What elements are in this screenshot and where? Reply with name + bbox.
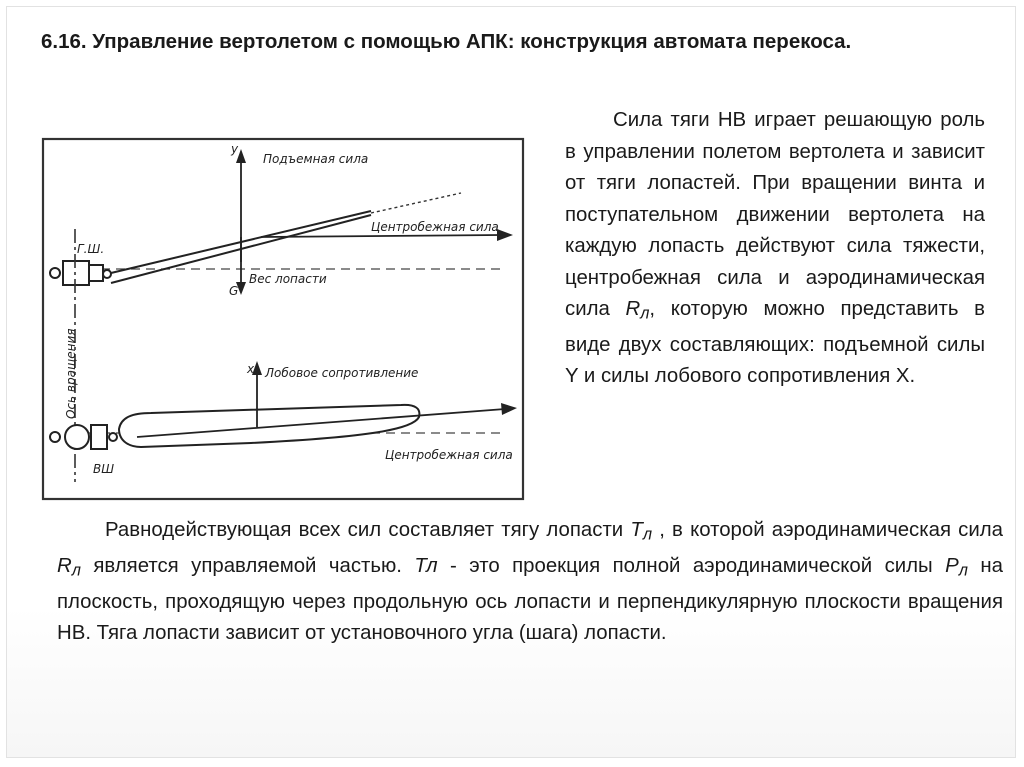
body-text-T-sub: л (642, 525, 653, 544)
body-text-P-sub: л (958, 561, 968, 579)
hub-disc-lower (65, 425, 89, 449)
hub-pin (50, 268, 60, 278)
body-text-part5: на плоскость, проходящую через продольную ось лопасти и перпендикулярную плоскости вращения НВ. Тяга лопасти зависит от установочного угла (шага) лопасти. (57, 554, 1003, 644)
body-paragraph (57, 515, 1003, 650)
slide (6, 6, 1016, 758)
side-text-R-sub: л (640, 304, 650, 323)
label-drag: Лобовое сопротивление (265, 366, 419, 380)
label-gsh: Г.Ш. (77, 242, 105, 256)
body-text-part3: является управляемой частью. (80, 554, 415, 577)
diagram-frame (43, 139, 523, 499)
label-weight: Вес лопасти (249, 272, 327, 286)
hub-pin-lower (50, 432, 60, 442)
hub-hinge-lower (109, 433, 117, 441)
label-g: G (229, 284, 239, 298)
side-text-part2: , которую можно представить в виде двух составляющих: подъемной силы Y и силы лобового сопротивления X. (565, 298, 985, 388)
side-text-R: R (625, 298, 641, 320)
hub-link-lower (91, 425, 107, 449)
body-text-R-sub: л (71, 561, 81, 579)
body-text-R: R (57, 554, 72, 577)
label-y-axis: y (231, 142, 239, 156)
label-centrifugal-bottom: Центробежная сила (385, 448, 513, 462)
side-paragraph (565, 105, 985, 393)
label-x-axis: x (247, 362, 255, 376)
label-centrifugal-top: Центробежная сила (371, 220, 499, 234)
diagram-svg (41, 137, 525, 501)
body-text-part1: Равнодействующая всех сил составляет тягу лопасти (105, 519, 631, 541)
hub-link (89, 265, 103, 281)
blade-forces-diagram (41, 137, 525, 501)
body-text-part2: , в которой аэродинамическая сила (652, 519, 1003, 541)
body-text-T: T (630, 519, 643, 541)
hub-block (63, 261, 89, 285)
side-text-part1: Сила тяги НВ играет решающую роль в управлении полетом вертолета и зависит от тяги лопастей. При вращении винта и поступательном движении вертолета на каждую лопасть действуют сила тяжести, центробежная сила и аэродинамическая сила (565, 109, 985, 320)
hub-hinge (103, 270, 111, 278)
body-text-P: Р (945, 554, 959, 577)
body-text-part4: - это проекция полной аэродинамической силы (437, 554, 946, 577)
label-vsh: ВШ (93, 462, 115, 476)
body-text-Tl: Тл (414, 554, 438, 577)
label-axis-rotation: Ось вращения (64, 328, 78, 419)
slide-title: 6.16. Управление вертолетом с помощью АПК: конструкция автомата перекоса. (41, 30, 852, 53)
label-lift: Подъемная сила (263, 152, 369, 166)
